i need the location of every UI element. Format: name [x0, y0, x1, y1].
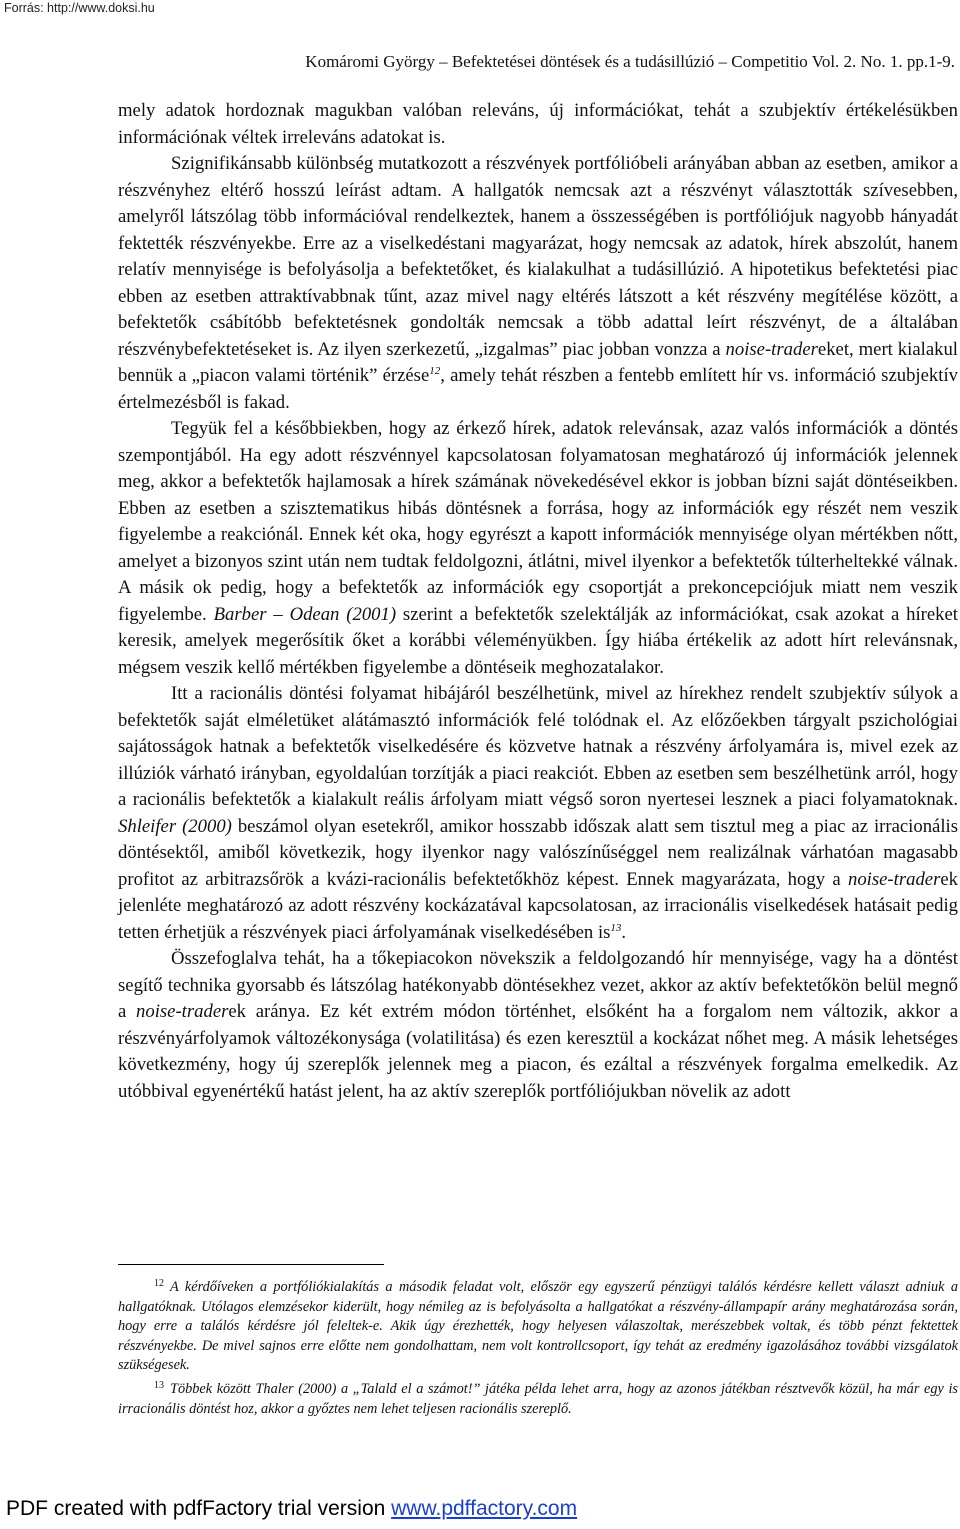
- paragraph: [118, 151, 958, 416]
- pdf-creator-footer: [6, 1497, 577, 1521]
- running-header: Komáromi György – Befektetései döntések és a tudásillúzió – Competitio Vol. 2. No. 1. pp.1-9.: [305, 52, 955, 71]
- footnote-text: A kérdőíveken a portfóliókialakítás a második feladat volt, először egy egyszerű pénzügyi találós kérdésre kellett választ adniuk a hallgatóknak. Utólagos elemzésekor kiderült, hogy némileg az is befolyásolta a hallgatókat a részvény-állampapír arány meghatározása során, hogy erre a találós kérdésre jól feleltek-e. Akik úgy érezhették, hogy helyesen válaszoltak, merészebbek voltak, és több pénzt fektettek részvényekbe. De mivel sajnos erre előtte nem gondolhattam, nem volt kontrollcsoport, így tehát az eredmény igazolásához további vizsgálatok szükségesek.: [118, 1279, 958, 1374]
- paragraph-text: beszámol olyan esetekről, amikor hosszabb időszak alatt sem tisztul meg a piac az irracionális döntésektől, amiből következik, hogy ilyenkor nagy valószínűséggel nem realizálnak várhatóan magasabb profitot az arbitrazsőrök a kvázi-racionális befektetőkhöz képest. Ennek magyarázata, hogy a: [118, 815, 958, 890]
- footnote-text: Többek között Thaler (2000) a „Talald el a számot!” játéka példa lehet arra, hogy az azonos játékban résztvevők közül, ha már egy is irracionális döntést hoz, akkor a győztes nem lehet teljesen racionális szereplő.: [118, 1380, 958, 1417]
- paragraph: [118, 98, 958, 151]
- footnote-reference: 13: [610, 921, 622, 934]
- paragraph-text: Összefoglalva tehát, ha a tőkepiacokon növekszik a feldolgozandó hír mennyisége, vagy ha a döntést segítő technika gyorsabb és látszólag hatékonyabb döntésekhez vezet, akkor az aktív befektetőkön belül megnő a: [118, 948, 958, 1022]
- italic-text: Shleifer (2000): [118, 815, 232, 837]
- footnote-number: 13: [154, 1379, 164, 1391]
- paragraph-text: , amely tehát részben a fentebb említett hír vs. információ szubjektív értelmezésből is fakad.: [118, 365, 958, 413]
- paragraph-text: ek aránya. Ez két extrém módon történhet, elsőként ha a forgalom nem változik, akkor a részvényárfolyamok változékonysága (volatilitása) és ezen keresztül a kockázat nőhet meg. A másik lehetséges következmény, hogy új szereplők jelennek meg a piacon, és ezáltal a részvények forgalma emelkedik. Az utóbbival egyenértékű hatást jelent, ha az aktív szereplők portfóliójukban növelik az adott: [118, 1001, 958, 1102]
- paragraph-text: szerint a befektetők szelektálják az információkat, csak azokat a híreket keresik, amelyek megerősítik őket a korábbi véleményükben. Így hiába értékelik az adott hírt relevánsnak, mégsem veszik kellő mértékben figyelembe a döntéseik meghozatalakor.: [118, 603, 958, 678]
- article-body: [118, 98, 958, 1105]
- paragraph-text: Tegyük fel a későbbiekben, hogy az érkező hírek, adatok relevánsak, azaz valós információk a döntés szempontjából. Ha egy adott részvénnyel kapcsolatosan folyamatosan meghatározó új információk jelennek meg, akkor a befektetők hajlamosak a hírek számának növekedésével ekkor is jobban bízni saját döntéseikben. Ebben az esetben a szisztematikus hibás döntésnek a forrása, hogy az információk egy részét nem veszik figyelembe a reakciónál. Ennek két oka, hogy egyrészt a kapott információk mennyisége olyan mértékben nőtt, amelyet a bizonyos szint után nem tudtak feldolgozni, átlátni, mivel ilyenkor a befektetők túlterheltekké válnak. A másik ok pedig, hogy a befektetők az információk egy csoportját a prekoncepciójuk miatt nem veszik figyelembe.: [118, 418, 958, 625]
- paragraph: [118, 416, 958, 681]
- italic-text: noise-trader: [725, 338, 818, 360]
- paragraph: [118, 946, 958, 1105]
- paragraph-text: Szignifikánsabb különbség mutatkozott a részvények portfólióbeli arányában abban az esetben, amikor a részvényhez eltérő hosszú leírást adtam. A hallgatók nemcsak azt a részvényt választották szívesebben, amelyről látszólag több információval rendelkeztek, hanem a összességében is portfóliójuk nagyobb hányadát fektették részvényekbe. Erre az a viselkedéstani magyarázat, hogy nemcsak az adatok, hírek abszolút, hanem relatív mennyisége is befolyásolja a befektetőket, és kialakulhat a tudásillúzió. A hipotetikus befektetési piac ebben az esetben attraktívabbnak tűnt, azaz mivel nagy eltérés látszott a két részvény megítélése között, a befektetők csábítóbb befektetésnek gondolták nemcsak a több adattal leírt részvényt, de a általában részvénybefektetéseket is. Az ilyen szerkezetű, „izgalmas” piac jobban vonzza a: [118, 153, 958, 360]
- footnote-divider: [118, 1264, 384, 1265]
- pdffactory-link[interactable]: www.pdffactory.com: [391, 1497, 578, 1520]
- source-url-label: Forrás: http://www.doksi.hu: [4, 1, 155, 15]
- paragraph-text: mely adatok hordoznak magukban valóban releváns, új információkat, tehát a szubjektív értékelésükben információnak véltek irreleváns adatokat is.: [118, 100, 958, 148]
- footnote-number: 12: [154, 1278, 164, 1289]
- italic-text: noise-trader: [136, 1001, 229, 1022]
- italic-text: noise-trader: [847, 868, 941, 890]
- footnote-reference: 12: [429, 365, 441, 377]
- paragraph-text: eket, mert kialakul bennük a „piacon valami történik” érzése: [118, 338, 958, 386]
- footnote: [118, 1274, 958, 1376]
- footer-text: PDF created with pdfFactory trial version: [6, 1497, 392, 1520]
- paragraph: [118, 681, 958, 946]
- italic-text: Barber – Odean (2001): [213, 603, 397, 625]
- paragraph-text: Itt a racionális döntési folyamat hibájáról beszélhetünk, mivel az hírekhez rendelt szubjektív súlyok a befektetők saját elméletüket alátámasztó információk felé tolódnak el. Az előzőekben tárgyalt pszichológiai sajátosságok hatnak a befektetők viselkedésére és közvetve hatnak a részvény árfolyamára is, mivel ezek az illúziók várható irányban, egyoldalúan torzítják a piaci reakciót. Ebben az esetben sem beszélhetünk arról, hogy a racionális befektetők a kialakult reális árfolyam miatt végső soron nyertesei lesznek a piaci folyamatoknak.: [118, 683, 958, 810]
- paragraph-text: ek jelenléte meghatározó az adott részvény kockázatával kapcsolatosan, az irracionális viselkedések hatásait pedig tetten érhetjük a részvények piaci árfolyamának viselkedésében is: [118, 868, 958, 943]
- footnote: [118, 1376, 958, 1419]
- paragraph-text: .: [621, 921, 627, 943]
- footnotes: [118, 1274, 958, 1419]
